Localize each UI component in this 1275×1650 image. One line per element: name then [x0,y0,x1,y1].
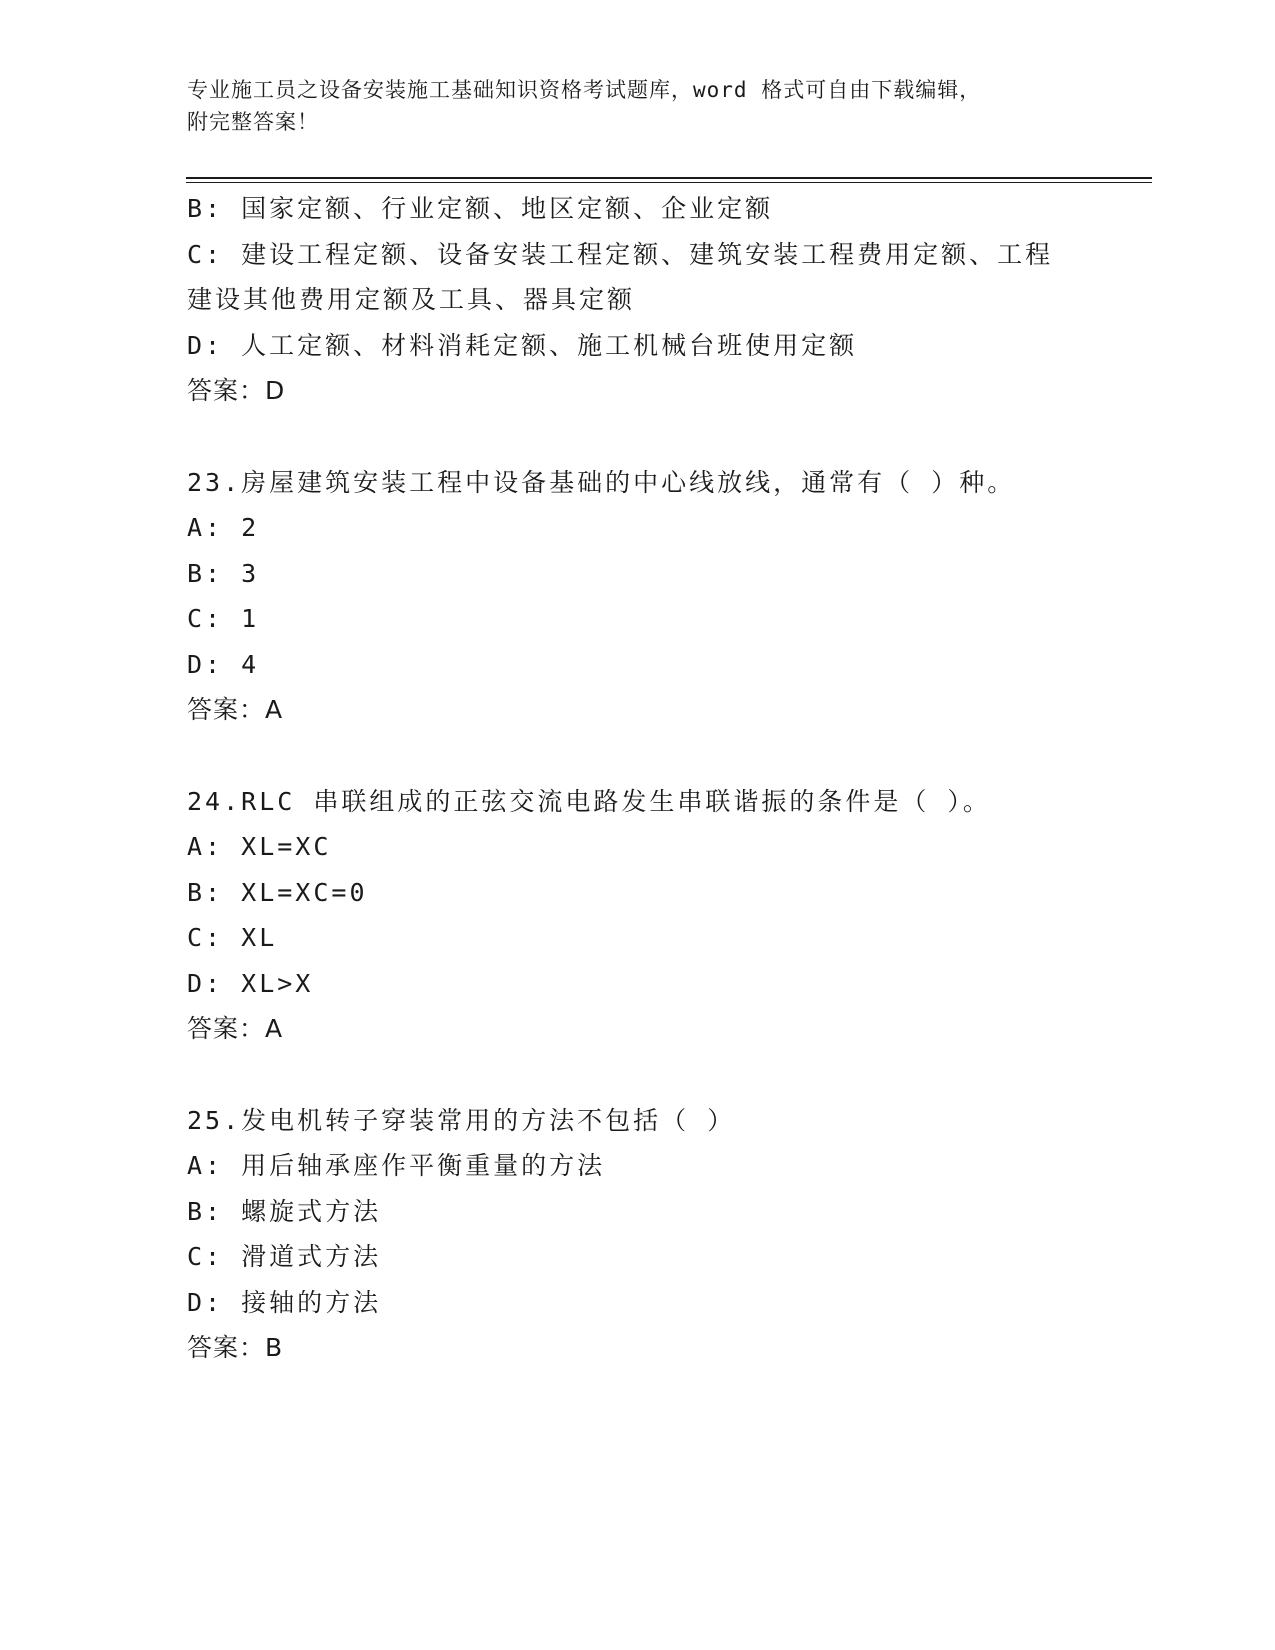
option-b: B: 螺旋式方法 [187,1196,382,1226]
question-block-24 [187,779,1087,1052]
option-a: A: 用后轴承座作平衡重量的方法 [187,1151,606,1180]
option-d: D: 接轴的方法 [187,1287,382,1317]
question-block-25 [187,1098,1087,1371]
question-text: 25.发电机转子穿装常用的方法不包括（ ） [187,1105,736,1135]
option-c: C: 建设工程定额、设备安装工程定额、建筑安装工程费用定额、工程建设其他费用定额及工具、器具定额 [187,239,1054,314]
option-d: D: 人工定额、材料消耗定额、施工机械台班使用定额 [187,330,858,360]
option-b: B: XL=XC=0 [187,877,368,907]
option-a: A: 2 [187,513,260,542]
option-c: C: 1 [187,604,260,633]
answer-line: 答案：A [187,695,284,724]
option-d: D: XL>X [187,968,314,998]
question-text: 24.RLC 串联组成的正弦交流电路发生串联谐振的条件是（ ）。 [187,786,991,816]
answer-line: 答案：A [187,1014,284,1043]
answer-line: 答案：D [187,376,286,405]
document-header: 专业施工员之设备安装施工基础知识资格考试题库，word 格式可自由下载编辑， 附完整答案！ [187,78,982,134]
question-block-22 [187,186,1087,414]
question-text: 23.房屋建筑安装工程中设备基础的中心线放线，通常有（ ）种。 [187,467,1016,497]
option-a: A: XL=XC [187,832,332,861]
header-divider-thin [186,182,1152,183]
question-list [187,186,1087,1371]
answer-line: 答案：B [187,1333,284,1362]
header-divider-thick [186,177,1152,179]
option-b: B: 国家定额、行业定额、地区定额、企业定额 [187,194,774,223]
option-c: C: 滑道式方法 [187,1242,382,1271]
option-c: C: XL [187,923,278,952]
spacer [187,733,1087,779]
question-block-23 [187,460,1087,733]
option-d: D: 4 [187,649,260,679]
spacer [187,1052,1087,1098]
option-b: B: 3 [187,558,260,588]
spacer [187,414,1087,460]
